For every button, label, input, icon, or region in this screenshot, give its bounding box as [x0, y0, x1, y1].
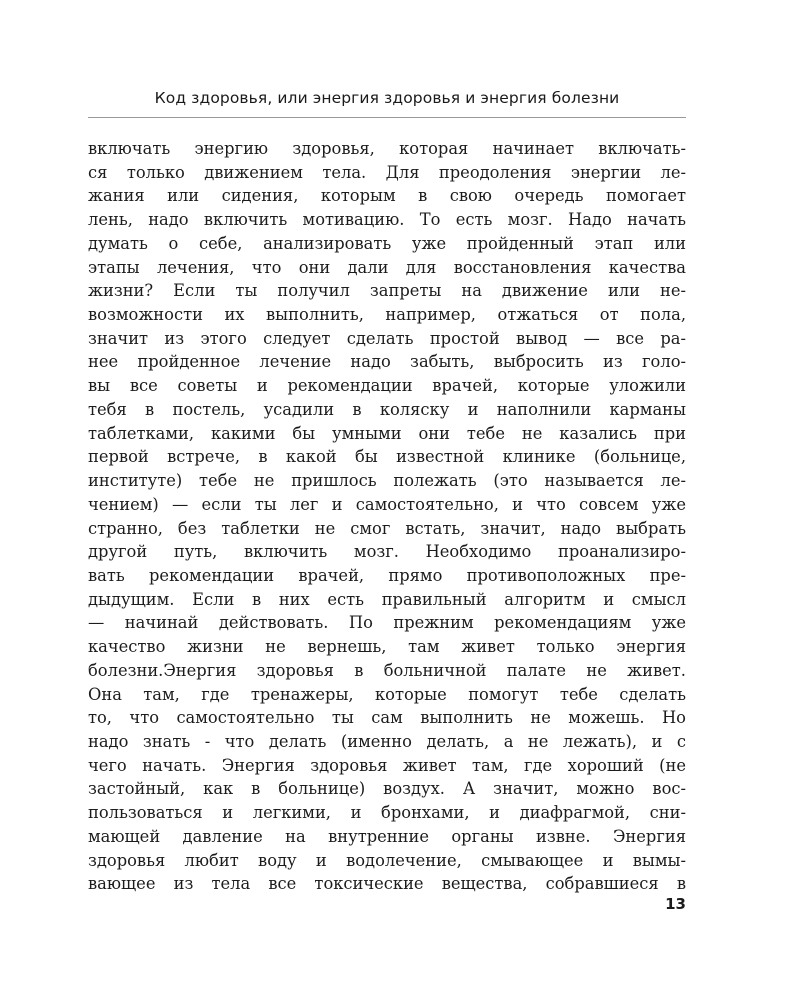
text-line: вающее из тела все токсические вещества, собравшиеся в	[88, 874, 686, 894]
text-line: здоровья любит воду и водолечение, смывающее и вымы-	[88, 850, 686, 870]
text-line: другой путь, включить мозг. Необходимо проанализиро-	[88, 542, 686, 562]
body-text	[88, 137, 686, 896]
text-line: Она там, где тренажеры, которые помогут тебе сделать	[88, 684, 686, 704]
text-line: значит из этого следует сделать простой вывод — все ра-	[88, 328, 686, 348]
page-number: 13	[665, 895, 686, 913]
text-line: тебя в постель, усадили в коляску и наполнили карманы	[88, 399, 686, 419]
text-line: болезни.Энергия здоровья в больничной палате не живет.	[88, 660, 686, 680]
text-line: таблетками, какими бы умными они тебе не казались при	[88, 423, 686, 443]
text-line: дыдущим. Если в них есть правильный алгоритм и смысл	[88, 589, 686, 609]
text-line: чего начать. Энергия здоровья живет там, где хороший (не	[88, 755, 686, 775]
text-line: включать энергию здоровья, которая начинает включать-	[88, 139, 686, 158]
text-line: застойный, как в больнице) воздух. А значит, можно вос-	[88, 779, 686, 799]
text-line: возможности их выполнить, например, отжаться от пола,	[88, 305, 686, 325]
header-divider	[88, 117, 686, 118]
text-line: ся только движением тела. Для преодоления энергии ле-	[88, 162, 686, 182]
text-line: институте) тебе не пришлось полежать (это называется ле-	[88, 471, 686, 491]
text-line: вы все советы и рекомендации врачей, которые уложили	[88, 376, 686, 396]
text-line: качество жизни не вернешь, там живет только энергия	[88, 637, 686, 657]
text-line: первой встрече, в какой бы известной клинике (больнице,	[88, 447, 686, 467]
text-line: пользоваться и легкими, и бронхами, и диафрагмой, сни-	[88, 803, 686, 823]
text-line: чением) — если ты лег и самостоятельно, и что совсем уже	[88, 494, 686, 514]
text-line: странно, без таблетки не смог встать, значит, надо выбрать	[88, 518, 686, 538]
text-line: думать о себе, анализировать уже пройденный этап или	[88, 233, 686, 253]
text-line: надо знать - что делать (именно делать, а не лежать), и с	[88, 731, 686, 751]
running-header-title: Код здоровья, или энергия здоровья и энергия болезни	[154, 89, 620, 107]
text-line: то, что самостоятельно ты сам выполнить не можешь. Но	[88, 708, 686, 728]
text-line: жизни? Если ты получил запреты на движение или не-	[88, 281, 686, 301]
text-line: этапы лечения, что они дали для восстановления качества	[88, 257, 686, 277]
text-line: вать рекомендации врачей, прямо противоположных пре-	[88, 565, 686, 585]
text-line: нее пройденное лечение надо забыть, выбросить из голо-	[88, 352, 686, 372]
text-line: лень, надо включить мотивацию. То есть мозг. Надо начать	[88, 210, 686, 230]
text-line: жания или сидения, которым в свою очередь помогает	[88, 186, 686, 206]
text-line: — начинай действовать. По прежним рекомендациям уже	[88, 613, 686, 633]
text-line: мающей давление на внутренние органы извне. Энергия	[88, 826, 686, 846]
